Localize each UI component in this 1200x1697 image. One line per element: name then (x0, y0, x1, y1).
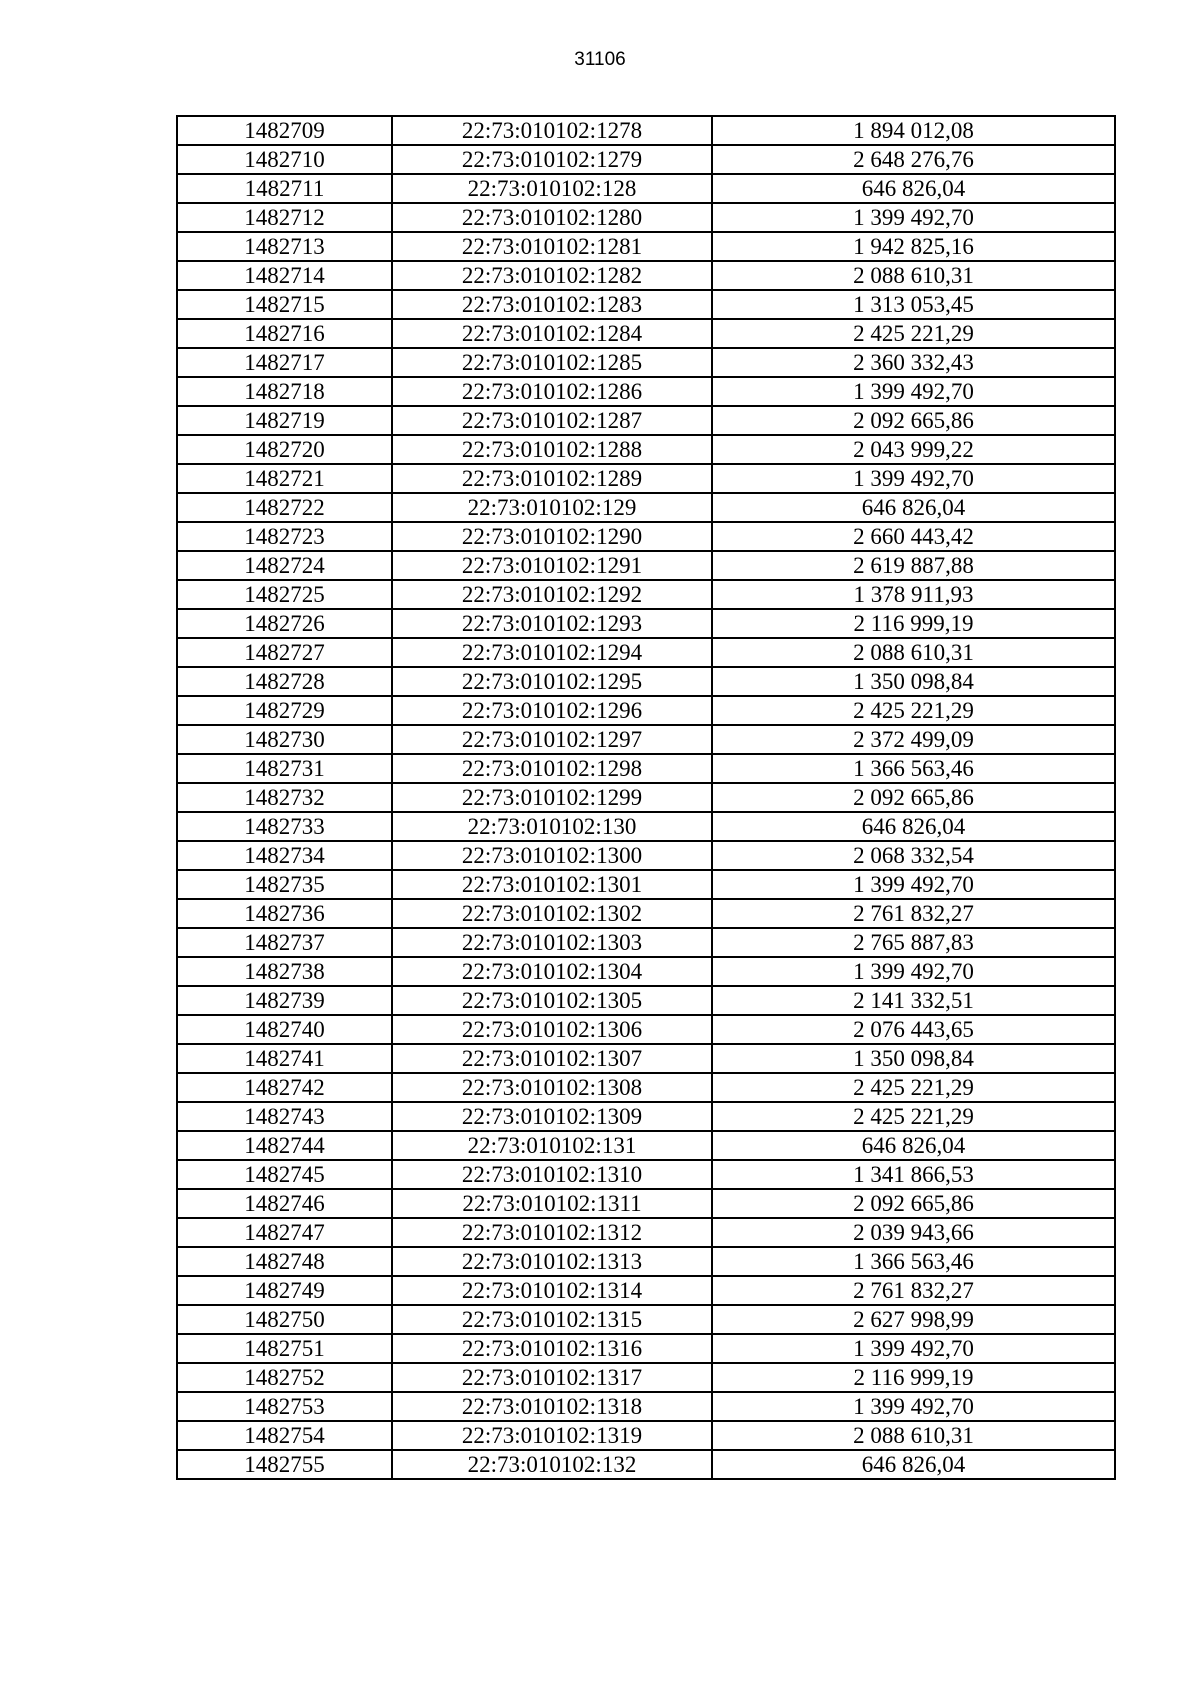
row-id-cell: 1482738 (177, 957, 392, 986)
row-id-cell: 1482709 (177, 116, 392, 145)
cadastral-number-cell: 22:73:010102:1301 (392, 870, 712, 899)
cadastral-number-cell: 22:73:010102:1313 (392, 1247, 712, 1276)
table-row (177, 696, 1115, 725)
value-cell: 2 141 332,51 (712, 986, 1115, 1015)
cadastral-number-cell: 22:73:010102:1293 (392, 609, 712, 638)
cadastral-number-cell: 22:73:010102:1317 (392, 1363, 712, 1392)
row-id-cell: 1482726 (177, 609, 392, 638)
table-row (177, 638, 1115, 667)
cadastral-number-cell: 22:73:010102:1288 (392, 435, 712, 464)
value-cell: 2 425 221,29 (712, 1073, 1115, 1102)
cadastral-number-cell: 22:73:010102:1305 (392, 986, 712, 1015)
cadastral-number-cell: 22:73:010102:130 (392, 812, 712, 841)
value-cell: 1 350 098,84 (712, 1044, 1115, 1073)
table-row (177, 1015, 1115, 1044)
value-cell: 2 425 221,29 (712, 319, 1115, 348)
table-row (177, 870, 1115, 899)
cadastral-number-cell: 22:73:010102:1280 (392, 203, 712, 232)
row-id-cell: 1482730 (177, 725, 392, 754)
row-id-cell: 1482723 (177, 522, 392, 551)
row-id-cell: 1482746 (177, 1189, 392, 1218)
row-id-cell: 1482755 (177, 1450, 392, 1479)
cadastral-number-cell: 22:73:010102:1310 (392, 1160, 712, 1189)
table-row (177, 464, 1115, 493)
row-id-cell: 1482736 (177, 899, 392, 928)
value-cell: 1 399 492,70 (712, 870, 1115, 899)
table-row (177, 348, 1115, 377)
cadastral-number-cell: 22:73:010102:1282 (392, 261, 712, 290)
value-cell: 2 627 998,99 (712, 1305, 1115, 1334)
table-row (177, 1334, 1115, 1363)
value-cell: 2 068 332,54 (712, 841, 1115, 870)
cadastral-number-cell: 22:73:010102:1298 (392, 754, 712, 783)
row-id-cell: 1482750 (177, 1305, 392, 1334)
cadastral-number-cell: 22:73:010102:1286 (392, 377, 712, 406)
cadastral-number-cell: 22:73:010102:1316 (392, 1334, 712, 1363)
table-body (177, 116, 1115, 1479)
value-cell: 2 372 499,09 (712, 725, 1115, 754)
row-id-cell: 1482712 (177, 203, 392, 232)
table-row (177, 493, 1115, 522)
value-cell: 2 088 610,31 (712, 638, 1115, 667)
table-row (177, 145, 1115, 174)
row-id-cell: 1482729 (177, 696, 392, 725)
row-id-cell: 1482740 (177, 1015, 392, 1044)
table-row (177, 1102, 1115, 1131)
value-cell: 2 619 887,88 (712, 551, 1115, 580)
table-row (177, 783, 1115, 812)
row-id-cell: 1482719 (177, 406, 392, 435)
row-id-cell: 1482744 (177, 1131, 392, 1160)
row-id-cell: 1482722 (177, 493, 392, 522)
value-cell: 1 350 098,84 (712, 667, 1115, 696)
row-id-cell: 1482717 (177, 348, 392, 377)
table-row (177, 261, 1115, 290)
row-id-cell: 1482725 (177, 580, 392, 609)
row-id-cell: 1482745 (177, 1160, 392, 1189)
page-number: 31106 (574, 49, 626, 70)
row-id-cell: 1482749 (177, 1276, 392, 1305)
cadastral-number-cell: 22:73:010102:1281 (392, 232, 712, 261)
table-row (177, 1305, 1115, 1334)
value-cell: 1 399 492,70 (712, 1392, 1115, 1421)
cadastral-number-cell: 22:73:010102:129 (392, 493, 712, 522)
cadastral-number-cell: 22:73:010102:1279 (392, 145, 712, 174)
value-cell: 1 378 911,93 (712, 580, 1115, 609)
value-cell: 646 826,04 (712, 812, 1115, 841)
table-row (177, 812, 1115, 841)
cadastral-number-cell: 22:73:010102:1292 (392, 580, 712, 609)
cadastral-number-cell: 22:73:010102:131 (392, 1131, 712, 1160)
cadastral-number-cell: 22:73:010102:1289 (392, 464, 712, 493)
cadastral-number-cell: 22:73:010102:132 (392, 1450, 712, 1479)
table-row (177, 203, 1115, 232)
value-cell: 2 660 443,42 (712, 522, 1115, 551)
table-row (177, 116, 1115, 145)
cadastral-number-cell: 22:73:010102:1308 (392, 1073, 712, 1102)
value-cell: 2 761 832,27 (712, 1276, 1115, 1305)
cadastral-number-cell: 22:73:010102:1290 (392, 522, 712, 551)
cadastral-number-cell: 22:73:010102:1300 (392, 841, 712, 870)
cadastral-number-cell: 22:73:010102:1303 (392, 928, 712, 957)
row-id-cell: 1482739 (177, 986, 392, 1015)
cadastral-number-cell: 22:73:010102:1283 (392, 290, 712, 319)
row-id-cell: 1482733 (177, 812, 392, 841)
cadastral-number-cell: 22:73:010102:1319 (392, 1421, 712, 1450)
row-id-cell: 1482718 (177, 377, 392, 406)
value-cell: 2 425 221,29 (712, 696, 1115, 725)
value-cell: 1 341 866,53 (712, 1160, 1115, 1189)
table-row (177, 1044, 1115, 1073)
cadastral-number-cell: 22:73:010102:1307 (392, 1044, 712, 1073)
row-id-cell: 1482748 (177, 1247, 392, 1276)
cadastral-number-cell: 22:73:010102:1287 (392, 406, 712, 435)
row-id-cell: 1482753 (177, 1392, 392, 1421)
cadastral-number-cell: 22:73:010102:1294 (392, 638, 712, 667)
row-id-cell: 1482731 (177, 754, 392, 783)
table-row (177, 435, 1115, 464)
row-id-cell: 1482710 (177, 145, 392, 174)
table-row (177, 1160, 1115, 1189)
cadastral-number-cell: 22:73:010102:1315 (392, 1305, 712, 1334)
row-id-cell: 1482732 (177, 783, 392, 812)
row-id-cell: 1482711 (177, 174, 392, 203)
cadastral-number-cell: 22:73:010102:1304 (392, 957, 712, 986)
table-row (177, 522, 1115, 551)
value-cell: 2 092 665,86 (712, 406, 1115, 435)
table-row (177, 1450, 1115, 1479)
value-cell: 1 894 012,08 (712, 116, 1115, 145)
value-cell: 1 366 563,46 (712, 754, 1115, 783)
cadastral-number-cell: 22:73:010102:1291 (392, 551, 712, 580)
table-row (177, 899, 1115, 928)
row-id-cell: 1482741 (177, 1044, 392, 1073)
table-row (177, 609, 1115, 638)
cadastral-number-cell: 22:73:010102:1311 (392, 1189, 712, 1218)
value-cell: 2 092 665,86 (712, 1189, 1115, 1218)
row-id-cell: 1482724 (177, 551, 392, 580)
table-row (177, 1421, 1115, 1450)
value-cell: 1 399 492,70 (712, 203, 1115, 232)
table-row (177, 957, 1115, 986)
cadastral-number-cell: 22:73:010102:1284 (392, 319, 712, 348)
row-id-cell: 1482752 (177, 1363, 392, 1392)
cadastral-number-cell: 22:73:010102:1314 (392, 1276, 712, 1305)
row-id-cell: 1482713 (177, 232, 392, 261)
table-row (177, 1131, 1115, 1160)
value-cell: 2 765 887,83 (712, 928, 1115, 957)
row-id-cell: 1482715 (177, 290, 392, 319)
value-cell: 1 399 492,70 (712, 377, 1115, 406)
value-cell: 1 313 053,45 (712, 290, 1115, 319)
cadastral-number-cell: 22:73:010102:1297 (392, 725, 712, 754)
table-row (177, 1363, 1115, 1392)
cadastral-number-cell: 22:73:010102:1312 (392, 1218, 712, 1247)
row-id-cell: 1482727 (177, 638, 392, 667)
table-row (177, 232, 1115, 261)
value-cell: 2 039 943,66 (712, 1218, 1115, 1247)
table-row (177, 986, 1115, 1015)
value-cell: 646 826,04 (712, 1450, 1115, 1479)
row-id-cell: 1482728 (177, 667, 392, 696)
row-id-cell: 1482737 (177, 928, 392, 957)
row-id-cell: 1482714 (177, 261, 392, 290)
row-id-cell: 1482735 (177, 870, 392, 899)
value-cell: 2 088 610,31 (712, 1421, 1115, 1450)
value-cell: 1 942 825,16 (712, 232, 1115, 261)
cadastral-number-cell: 22:73:010102:128 (392, 174, 712, 203)
data-table (176, 115, 1116, 1480)
value-cell: 2 360 332,43 (712, 348, 1115, 377)
value-cell: 2 116 999,19 (712, 1363, 1115, 1392)
value-cell: 2 761 832,27 (712, 899, 1115, 928)
table-row (177, 377, 1115, 406)
value-cell: 646 826,04 (712, 174, 1115, 203)
cadastral-number-cell: 22:73:010102:1309 (392, 1102, 712, 1131)
table-row (177, 406, 1115, 435)
table-row (177, 841, 1115, 870)
cadastral-number-cell: 22:73:010102:1295 (392, 667, 712, 696)
table-row (177, 319, 1115, 348)
row-id-cell: 1482720 (177, 435, 392, 464)
row-id-cell: 1482742 (177, 1073, 392, 1102)
table-row (177, 667, 1115, 696)
row-id-cell: 1482754 (177, 1421, 392, 1450)
value-cell: 1 399 492,70 (712, 1334, 1115, 1363)
table-row (177, 1392, 1115, 1421)
row-id-cell: 1482734 (177, 841, 392, 870)
value-cell: 646 826,04 (712, 1131, 1115, 1160)
value-cell: 2 092 665,86 (712, 783, 1115, 812)
table-row (177, 1247, 1115, 1276)
cadastral-number-cell: 22:73:010102:1299 (392, 783, 712, 812)
table-row (177, 290, 1115, 319)
row-id-cell: 1482721 (177, 464, 392, 493)
row-id-cell: 1482747 (177, 1218, 392, 1247)
row-id-cell: 1482751 (177, 1334, 392, 1363)
value-cell: 2 076 443,65 (712, 1015, 1115, 1044)
table-row (177, 928, 1115, 957)
table-row (177, 725, 1115, 754)
table-row (177, 174, 1115, 203)
value-cell: 1 399 492,70 (712, 464, 1115, 493)
row-id-cell: 1482716 (177, 319, 392, 348)
value-cell: 1 366 563,46 (712, 1247, 1115, 1276)
table-row (177, 1189, 1115, 1218)
table-row (177, 1276, 1115, 1305)
table-row (177, 551, 1115, 580)
row-id-cell: 1482743 (177, 1102, 392, 1131)
value-cell: 2 088 610,31 (712, 261, 1115, 290)
value-cell: 2 425 221,29 (712, 1102, 1115, 1131)
cadastral-number-cell: 22:73:010102:1278 (392, 116, 712, 145)
table-row (177, 1073, 1115, 1102)
value-cell: 646 826,04 (712, 493, 1115, 522)
value-cell: 1 399 492,70 (712, 957, 1115, 986)
value-cell: 2 648 276,76 (712, 145, 1115, 174)
table-row (177, 754, 1115, 783)
table-row (177, 1218, 1115, 1247)
cadastral-number-cell: 22:73:010102:1302 (392, 899, 712, 928)
table-row (177, 580, 1115, 609)
value-cell: 2 043 999,22 (712, 435, 1115, 464)
cadastral-number-cell: 22:73:010102:1296 (392, 696, 712, 725)
cadastral-number-cell: 22:73:010102:1285 (392, 348, 712, 377)
cadastral-number-cell: 22:73:010102:1318 (392, 1392, 712, 1421)
value-cell: 2 116 999,19 (712, 609, 1115, 638)
cadastral-number-cell: 22:73:010102:1306 (392, 1015, 712, 1044)
